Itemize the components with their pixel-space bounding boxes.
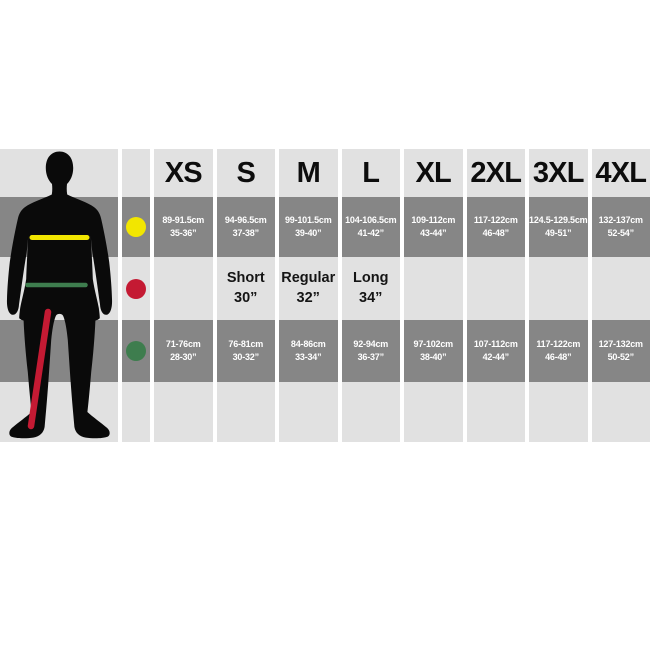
chest-measure-cell: [404, 197, 463, 257]
indicator-cell: [122, 257, 150, 320]
chest-measure-cell: [154, 197, 213, 257]
size-header-cell: L: [342, 149, 401, 197]
cell-line-cm: 117-122cm: [473, 215, 518, 225]
indicator-cell: [122, 382, 150, 442]
cell-line-inch: 52-54”: [607, 228, 634, 238]
empty-cell: [467, 382, 526, 442]
empty-cell: [592, 382, 650, 442]
chest-measure-cell: [467, 197, 526, 257]
cell-line-cm: 92-94cm: [353, 339, 389, 349]
cell-line-inch: 39-40”: [295, 228, 322, 238]
cell-line-inch: 30-32”: [232, 352, 259, 362]
chest-measure-cell: [279, 197, 338, 257]
leg-length-cell: [279, 257, 338, 320]
cell-line-cm: 76-81cm: [228, 339, 264, 349]
cell-line-cm: 104-106.5cm: [345, 215, 397, 225]
empty-cell: [154, 382, 213, 442]
indicator-header-cell: [122, 149, 150, 197]
chest-dot-icon: [126, 217, 146, 237]
cell-line-cm: 124.5-129.5cm: [529, 215, 588, 225]
leg-length-cell: [529, 257, 588, 320]
leg-length-cell: [467, 257, 526, 320]
cell-line-cm: 107-112cm: [473, 339, 518, 349]
cell-line-fit: Short: [226, 270, 265, 286]
cell-line-cm: 94-96.5cm: [224, 215, 267, 225]
cell-line-inch: 33-34”: [295, 352, 322, 362]
leg-length-cell: [342, 257, 401, 320]
chest-measure-cell: [592, 197, 650, 257]
waist-measure-cell: [154, 320, 213, 382]
cell-line-cm: 71-76cm: [165, 339, 201, 349]
cell-line-inch: 35-36”: [170, 228, 197, 238]
cell-line-inch: 28-30”: [170, 352, 197, 362]
waist-measure-cell: [404, 320, 463, 382]
cell-line-inch: 38-40”: [420, 352, 447, 362]
leg-length-cell: [592, 257, 650, 320]
waist-measure-cell: [279, 320, 338, 382]
cell-line-cm: 127-132cm: [598, 339, 643, 349]
indicator-cell: [122, 320, 150, 382]
cell-line-inch: 43-44”: [420, 228, 447, 238]
waist-dot-icon: [126, 341, 146, 361]
cell-line-inch: 46-48”: [482, 228, 509, 238]
size-header-cell: XL: [404, 149, 463, 197]
size-header-cell: 4XL: [592, 149, 650, 197]
cell-line-cm: 117-122cm: [536, 339, 581, 349]
waist-measure-cell: [529, 320, 588, 382]
cell-line-inch: 42-44”: [482, 352, 509, 362]
empty-cell: [342, 382, 401, 442]
empty-cell: [217, 382, 276, 442]
cell-line-inch: 34”: [359, 289, 383, 306]
size-header-cell: 3XL: [529, 149, 588, 197]
cell-line-inch: 46-48”: [545, 352, 572, 362]
cell-line-inch: 36-37”: [357, 352, 384, 362]
size-chart: [0, 149, 650, 442]
cell-line-fit: Regular: [281, 270, 336, 286]
size-header-cell: S: [217, 149, 276, 197]
male-figure-silhouette: [0, 149, 118, 442]
cell-line-inch: 30”: [234, 289, 258, 306]
waist-measure-cell: [342, 320, 401, 382]
cell-line-cm: 132-137cm: [598, 215, 643, 225]
cell-line-cm: 89-91.5cm: [162, 215, 205, 225]
empty-cell: [404, 382, 463, 442]
indicator-cell: [122, 197, 150, 257]
cell-line-inch: 41-42”: [357, 228, 384, 238]
body-silhouette: [7, 152, 112, 439]
leg-length-cell: [217, 257, 276, 320]
cell-line-inch: 50-52”: [607, 352, 634, 362]
cell-line-inch: 37-38”: [232, 228, 259, 238]
leg-length-cell: [154, 257, 213, 320]
leg-length-cell: [404, 257, 463, 320]
chest-measure-cell: [217, 197, 276, 257]
cell-line-inch: 49-51”: [545, 228, 572, 238]
size-header-cell: 2XL: [467, 149, 526, 197]
size-header-cell: M: [279, 149, 338, 197]
waist-measure-cell: [592, 320, 650, 382]
cell-line-cm: 84-86cm: [290, 339, 326, 349]
empty-cell: [529, 382, 588, 442]
empty-cell: [279, 382, 338, 442]
leg-length-dot-icon: [126, 279, 146, 299]
cell-line-cm: 99-101.5cm: [284, 215, 332, 225]
cell-line-fit: Long: [353, 270, 389, 286]
chest-measure-cell: [529, 197, 588, 257]
cell-line-cm: 97-102cm: [413, 339, 453, 349]
cell-line-cm: 109-112cm: [411, 215, 456, 225]
waist-measure-cell: [467, 320, 526, 382]
cell-line-inch: 32”: [296, 289, 320, 306]
waist-measure-cell: [217, 320, 276, 382]
size-header-cell: XS: [154, 149, 213, 197]
chest-measure-cell: [342, 197, 401, 257]
